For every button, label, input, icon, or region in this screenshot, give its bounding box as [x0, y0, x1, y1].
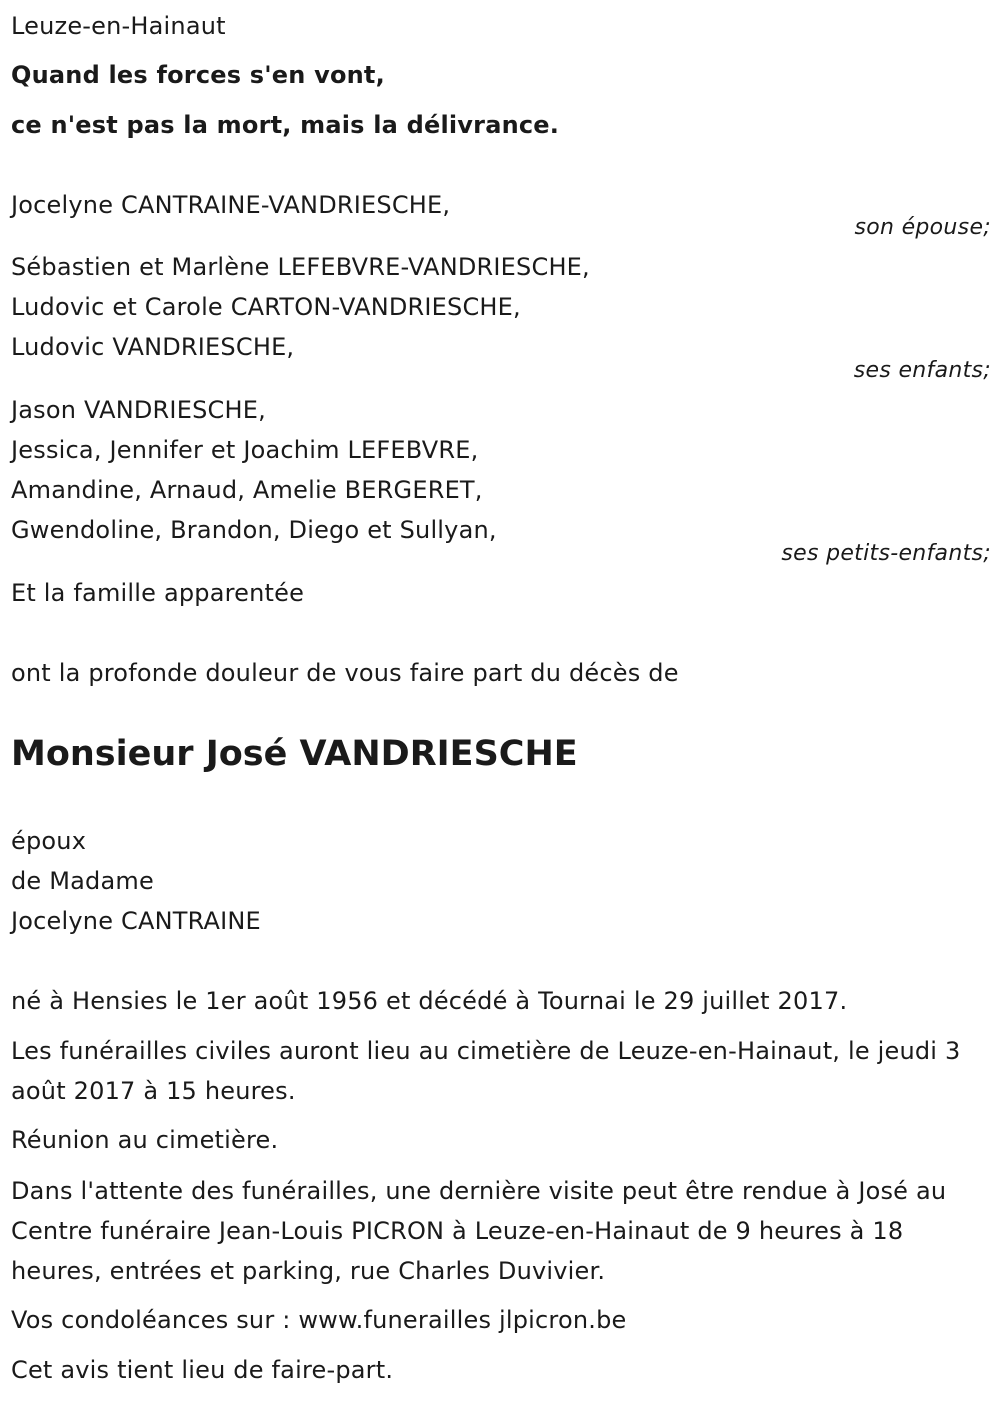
spouse-name: Jocelyne CANTRAINE-VANDRIESCHE, — [11, 191, 451, 219]
spouse-of-line-2: de Madame — [11, 867, 154, 895]
spouse-of-line-3: Jocelyne CANTRAINE — [11, 907, 261, 935]
grandchild-name: Jason VANDRIESCHE, — [11, 396, 266, 424]
obituary-notice — [11, 0, 991, 1404]
announcement: ont la profonde douleur de vous faire part du décès de — [11, 659, 679, 687]
spouse-of-line-1: époux — [11, 827, 87, 855]
quote-line-1: Quand les forces s'en vont, — [11, 61, 385, 89]
visit-details: Dans l'attente des funérailles, une dernière visite peut être rendue à José au Centre funéraire Jean-Louis PICRON à Leuze-en-Hainaut de 9 heures à 18 heures, entrées et parking, rue Charles Duvivier. — [11, 1177, 947, 1285]
grandchild-name: Amandine, Arnaud, Amelie BERGERET, — [11, 476, 483, 504]
birth-death-dates: né à Hensies le 1er août 1956 et décédé à Tournai le 29 juillet 2017. — [11, 987, 848, 1015]
family-line: Et la famille apparentée — [11, 579, 305, 607]
quote-line-2: ce n'est pas la mort, mais la délivrance. — [11, 111, 560, 139]
grandchild-name: Gwendoline, Brandon, Diego et Sullyan, — [11, 516, 497, 544]
condolences-link[interactable]: Vos condoléances sur : www.funerailles jlpicron.be — [11, 1306, 627, 1334]
spouse-relation: son épouse; — [854, 215, 991, 240]
children-relation: ses enfants; — [853, 358, 991, 383]
child-name: Ludovic VANDRIESCHE, — [11, 333, 295, 361]
grandchildren-relation: ses petits-enfants; — [781, 541, 991, 566]
meeting-info: Réunion au cimetière. — [11, 1126, 279, 1154]
grandchild-name: Jessica, Jennifer et Joachim LEFEBVRE, — [11, 436, 479, 464]
funeral-details: Les funérailles civiles auront lieu au cimetière de Leuze-en-Hainaut, le jeudi 3 août 2017 à 15 heures. — [11, 1037, 961, 1105]
location: Leuze-en-Hainaut — [11, 12, 226, 40]
child-name: Ludovic et Carole CARTON-VANDRIESCHE, — [11, 293, 521, 321]
child-name: Sébastien et Marlène LEFEBVRE-VANDRIESCHE, — [11, 253, 590, 281]
closing-note: Cet avis tient lieu de faire-part. — [11, 1356, 394, 1384]
deceased-name: Monsieur José VANDRIESCHE — [11, 734, 578, 774]
